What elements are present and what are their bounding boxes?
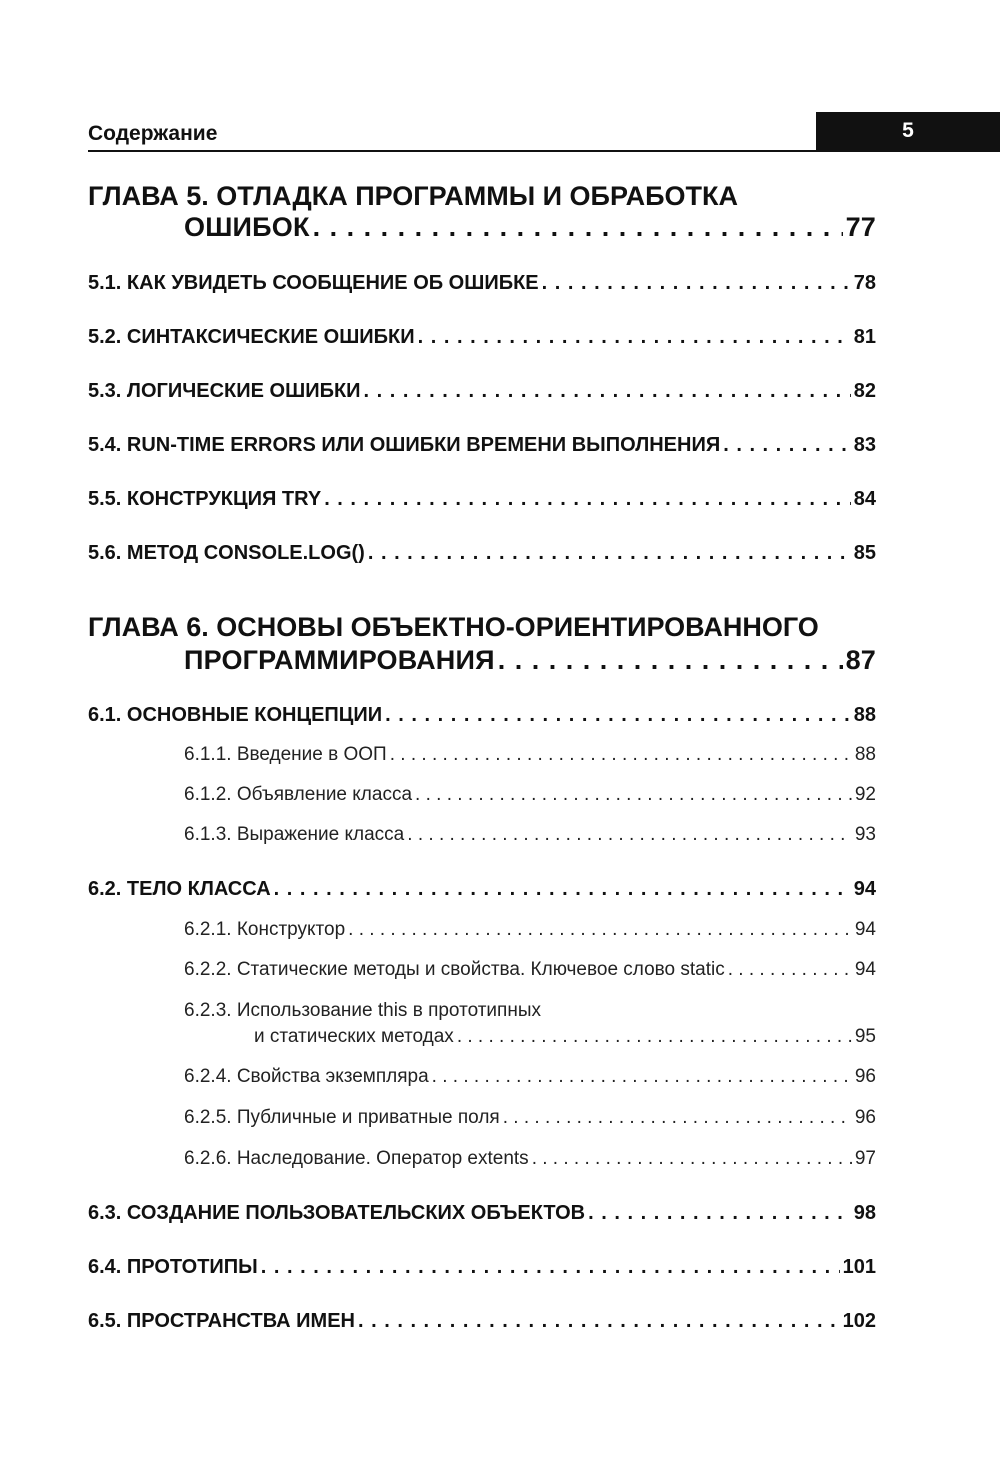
page-number: 98 xyxy=(853,1202,876,1224)
dot-leader xyxy=(588,1202,851,1225)
toc-section-5-6[interactable] xyxy=(88,542,876,565)
chapter-5-heading-cont[interactable] xyxy=(184,212,876,243)
page-number: 97 xyxy=(854,1148,876,1169)
running-header-title: Содержание xyxy=(88,122,218,145)
page-number: 96 xyxy=(854,1066,876,1087)
dot-leader xyxy=(723,434,851,457)
toc-section-5-2[interactable] xyxy=(88,326,876,349)
toc-section-6-3[interactable] xyxy=(88,1202,876,1225)
dot-leader xyxy=(728,959,852,981)
dot-leader xyxy=(385,704,851,727)
section-title: 5.6. МЕТОД CONSOLE.LOG() xyxy=(88,542,365,564)
section-title: 5.5. КОНСТРУКЦИЯ TRY xyxy=(88,488,322,510)
dot-leader xyxy=(261,1256,840,1279)
subsection-title: и статических методах xyxy=(254,1026,454,1047)
toc-section-6-5[interactable] xyxy=(88,1310,876,1333)
subsection-title: 6.2.1. Конструктор xyxy=(184,919,346,940)
dot-leader xyxy=(348,919,852,941)
page-number: 88 xyxy=(853,704,876,726)
toc-subsection-6-1-3[interactable] xyxy=(184,824,876,846)
dot-leader xyxy=(368,542,851,565)
section-title: 6.5. ПРОСТРАНСТВА ИМЕН xyxy=(88,1310,355,1332)
dot-leader xyxy=(542,272,851,295)
page-number: 77 xyxy=(845,212,876,242)
dot-leader xyxy=(407,824,852,846)
dot-leader xyxy=(532,1148,852,1170)
page-number: 101 xyxy=(842,1256,876,1278)
page-number: 83 xyxy=(853,434,876,456)
subsection-title: 6.1.2. Объявление класса xyxy=(184,784,413,805)
page-number: 95 xyxy=(854,1026,876,1047)
toc-section-5-4[interactable] xyxy=(88,434,876,457)
page-number: 93 xyxy=(854,824,876,845)
dot-leader xyxy=(415,784,852,806)
dot-leader xyxy=(503,1107,852,1129)
chapter-title: ОШИБОК xyxy=(184,212,310,242)
section-title: 6.4. ПРОТОТИПЫ xyxy=(88,1256,258,1278)
toc-subsection-6-2-1[interactable] xyxy=(184,919,876,941)
table-of-contents xyxy=(88,0,876,1482)
dot-leader xyxy=(390,744,852,766)
section-title: 5.1. КАК УВИДЕТЬ СООБЩЕНИЕ ОБ ОШИБКЕ xyxy=(88,272,539,294)
subsection-title: 6.1.1. Введение в ООП xyxy=(184,744,387,765)
dot-leader xyxy=(364,380,851,403)
toc-subsection-6-1-1[interactable] xyxy=(184,744,876,766)
dot-leader xyxy=(324,488,851,511)
dot-leader xyxy=(274,878,851,901)
dot-leader xyxy=(418,326,851,349)
page-number: 102 xyxy=(842,1310,876,1332)
subsection-title: 6.2.6. Наследование. Оператор extents xyxy=(184,1148,529,1169)
dot-leader xyxy=(313,212,843,243)
section-title: 6.3. СОЗДАНИЕ ПОЛЬЗОВАТЕЛЬСКИХ ОБЪЕКТОВ xyxy=(88,1202,586,1224)
page-number: 87 xyxy=(845,645,876,675)
toc-section-5-1[interactable] xyxy=(88,272,876,295)
page-number: 94 xyxy=(853,878,876,900)
section-title: 5.4. RUN-TIME ERRORS ИЛИ ОШИБКИ ВРЕМЕНИ ВЫПОЛНЕНИЯ xyxy=(88,434,721,456)
page-number: 88 xyxy=(854,744,876,765)
subsection-title: 6.2.4. Свойства экземпляра xyxy=(184,1066,429,1087)
subsection-title: 6.1.3. Выражение класса xyxy=(184,824,405,845)
dot-leader xyxy=(358,1310,840,1333)
subsection-title: 6.2.2. Статические методы и свойства. Ключевое слово static xyxy=(184,959,725,980)
page-number: 78 xyxy=(853,272,876,294)
toc-subsection-6-2-6[interactable] xyxy=(184,1148,876,1170)
page-number-tab: 5 xyxy=(816,112,1000,150)
toc-subsection-6-2-3[interactable]: 6.2.3. Использование this в прототипных xyxy=(184,1000,541,1021)
toc-section-5-5[interactable] xyxy=(88,488,876,511)
section-title: 6.2. ТЕЛО КЛАССА xyxy=(88,878,271,900)
toc-subsection-6-2-5[interactable] xyxy=(184,1107,876,1129)
dot-leader xyxy=(498,645,843,676)
toc-subsection-6-1-2[interactable] xyxy=(184,784,876,806)
chapter-title: ПРОГРАММИРОВАНИЯ xyxy=(184,645,495,675)
page-number: 96 xyxy=(854,1107,876,1128)
section-title: 5.2. СИНТАКСИЧЕСКИЕ ОШИБКИ xyxy=(88,326,415,348)
toc-section-6-1[interactable] xyxy=(88,704,876,727)
page-number: 94 xyxy=(854,919,876,940)
toc-subsection-6-2-4[interactable] xyxy=(184,1066,876,1088)
chapter-5-heading[interactable]: ГЛАВА 5. ОТЛАДКА ПРОГРАММЫ И ОБРАБОТКА xyxy=(88,181,738,211)
toc-section-6-4[interactable] xyxy=(88,1256,876,1279)
page-number: 92 xyxy=(854,784,876,805)
dot-leader xyxy=(432,1066,852,1088)
section-title: 6.1. ОСНОВНЫЕ КОНЦЕПЦИИ xyxy=(88,704,383,726)
chapter-6-heading[interactable]: ГЛАВА 6. ОСНОВЫ ОБЪЕКТНО-ОРИЕНТИРОВАННОГО xyxy=(88,612,819,642)
subsection-title: 6.2.5. Публичные и приватные поля xyxy=(184,1107,500,1128)
page-number: 84 xyxy=(853,488,876,510)
toc-subsection-6-2-3-cont[interactable] xyxy=(254,1026,876,1048)
section-title: 5.3. ЛОГИЧЕСКИЕ ОШИБКИ xyxy=(88,380,361,402)
chapter-6-heading-cont[interactable] xyxy=(184,645,876,676)
page-number: 94 xyxy=(854,959,876,980)
dot-leader xyxy=(457,1026,852,1048)
page-number: 81 xyxy=(853,326,876,348)
page-number: 82 xyxy=(853,380,876,402)
toc-section-5-3[interactable] xyxy=(88,380,876,403)
toc-subsection-6-2-2[interactable] xyxy=(184,959,876,981)
page-number: 85 xyxy=(853,542,876,564)
toc-section-6-2[interactable] xyxy=(88,878,876,901)
